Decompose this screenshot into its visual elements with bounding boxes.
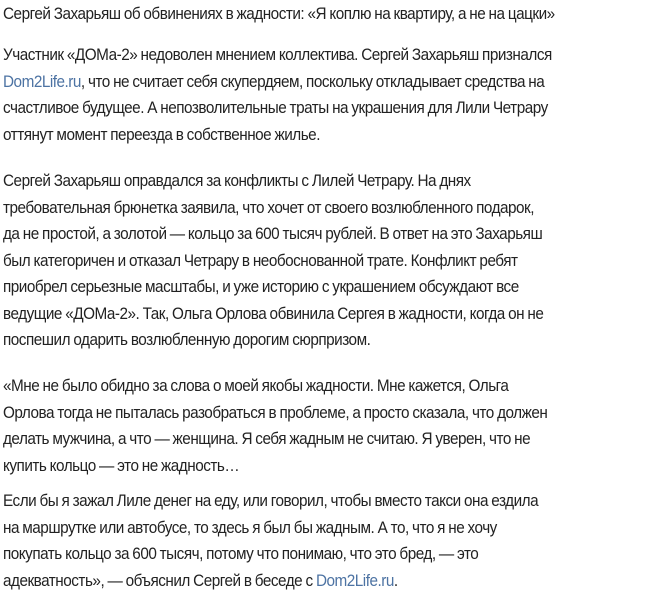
title-text: Сергей Захарьяш об обвинениях в жадности: «Я коплю на квартиру, а не на цацки» [3, 1, 670, 28]
paragraph-line: покупать кольцо за 600 тысяч, потому что понимаю, что это бред, — это [3, 541, 670, 568]
paragraph-line: Орлова тогда не пыталась разобраться в проблеме, а просто сказала, что должен [3, 400, 670, 427]
paragraph-line-text: , что не считает себя скупердяем, поскольку откладывает средства на [81, 72, 544, 91]
paragraph-3-quote [3, 373, 670, 479]
paragraph-line [3, 69, 670, 96]
paragraph-2 [3, 168, 670, 354]
article-title [3, 1, 670, 28]
paragraph-line: счастливое будущее. А непозволительные траты на украшения для Лили Четрару [3, 95, 670, 122]
paragraph-line: оттянут момент переезда в собственное жилье. [3, 122, 670, 149]
paragraph-line: поспешил одарить возлюбленную дорогим сюрпризом. [3, 327, 670, 354]
paragraph-4-quote [3, 488, 670, 594]
paragraph-line: требовательная брюнетка заявила, что хочет от своего возлюбленного подарок, [3, 195, 670, 222]
paragraph-line-text: адекватность», — объяснил Сергей в беседе с [3, 571, 316, 590]
paragraph-line: да не простой, а золотой — кольцо за 600 тысяч рублей. В ответ на это Захарьяш [3, 221, 670, 248]
paragraph-line: на маршрутке или автобусе, то здесь я был бы жадным. А то, что я не хочу [3, 515, 670, 542]
paragraph-line [3, 568, 670, 594]
paragraph-line: Участник «ДОМа-2» недоволен мнением коллектива. Сергей Захарьяш признался [3, 42, 670, 69]
paragraph-line: приобрел серьезные масштабы, и уже историю с украшением обсуждают все [3, 274, 670, 301]
paragraph-line: купить кольцо — это не жадность… [3, 453, 670, 480]
trailing-period: . [394, 571, 398, 590]
dom2life-link[interactable]: Dom2Life.ru [3, 72, 81, 91]
dom2life-link[interactable]: Dom2Life.ru [316, 571, 394, 590]
paragraph-line: ведущие «ДОМа-2». Так, Ольга Орлова обвинила Сергея в жадности, когда он не [3, 301, 670, 328]
paragraph-line: Сергей Захарьяш оправдался за конфликты с Лилей Четрару. На днях [3, 168, 670, 195]
paragraph-line: был категоричен и отказал Четрару в необоснованной трате. Конфликт ребят [3, 248, 670, 275]
paragraph-1 [3, 42, 670, 148]
paragraph-line: Если бы я зажал Лиле денег на еду, или говорил, чтобы вместо такси она ездила [3, 488, 670, 515]
paragraph-line: делать мужчина, а что — женщина. Я себя жадным не считаю. Я уверен, что не [3, 426, 670, 453]
paragraph-line: «Мне не было обидно за слова о моей якобы жадности. Мне кажется, Ольга [3, 373, 670, 400]
